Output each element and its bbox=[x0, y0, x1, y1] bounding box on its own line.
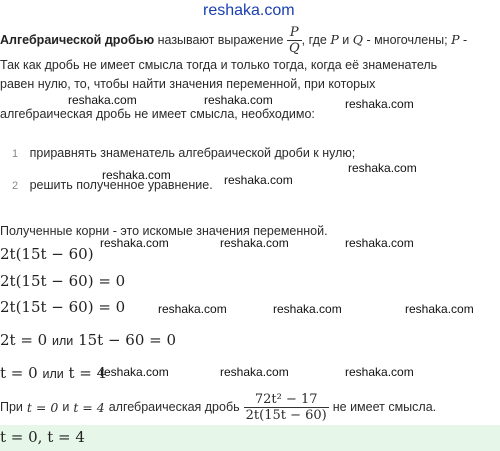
definition-line-2: Так как дробь не имеет смысла тогда и только тогда, когда её знаменатель bbox=[0, 58, 438, 72]
fraction-numerator: 72t² − 17 bbox=[244, 392, 329, 408]
watermark: reshaka.com bbox=[348, 161, 417, 175]
step-number: 2 bbox=[12, 180, 19, 192]
term: Алгебраической дробью bbox=[0, 32, 155, 47]
definition-text: , где bbox=[301, 32, 327, 47]
and-word: и bbox=[62, 400, 70, 414]
equation-3: 2t(15t − 60) = 0 bbox=[0, 298, 126, 316]
value-t4: t = 4 bbox=[73, 399, 105, 415]
watermark-top: reshaka.com bbox=[203, 2, 295, 19]
conclusion-text: При bbox=[0, 400, 23, 414]
equation-5 bbox=[0, 364, 106, 382]
fraction-pq bbox=[287, 25, 302, 56]
watermark: reshaka.com bbox=[405, 302, 474, 316]
fraction-denominator: 2t(15t − 60) bbox=[245, 407, 327, 423]
and-word: и bbox=[342, 32, 350, 47]
equation-part: t = 4 bbox=[68, 364, 107, 382]
fraction-numerator: P bbox=[287, 25, 302, 41]
fraction-denominator: Q bbox=[288, 41, 300, 56]
watermark: reshaka.com bbox=[220, 365, 289, 379]
equation-part: 15t − 60 = 0 bbox=[78, 331, 177, 349]
definition-line-3: равен нулю, то, чтобы найти значения переменной, при которых bbox=[0, 77, 376, 91]
value-t0: t = 0 bbox=[26, 399, 59, 415]
definition-text: называют выражение bbox=[157, 32, 284, 47]
watermark: reshaka.com bbox=[204, 93, 273, 107]
watermark: reshaka.com bbox=[345, 365, 414, 379]
step-item bbox=[12, 178, 213, 192]
fraction-expression bbox=[244, 392, 329, 423]
watermark: reshaka.com bbox=[220, 236, 289, 250]
watermark: reshaka.com bbox=[102, 168, 171, 182]
step-text: решить полученное уравнение. bbox=[29, 178, 213, 192]
equation-part: 2t = 0 bbox=[0, 331, 48, 349]
equation-2: 2t(15t − 60) = 0 bbox=[0, 272, 126, 290]
step-text: приравнять знаменатель алгебраической дроби к нулю; bbox=[29, 146, 356, 160]
answer: t = 0, t = 4 bbox=[0, 428, 85, 446]
watermark: reshaka.com bbox=[273, 302, 342, 316]
equation-1: 2t(15t − 60) bbox=[0, 245, 94, 263]
watermark: reshaka.com bbox=[100, 236, 169, 250]
definition-text: - многочлены; bbox=[366, 32, 448, 47]
watermark: reshaka.com bbox=[345, 236, 414, 250]
equation-part: t = 0 bbox=[0, 364, 38, 382]
watermark: reshaka.com bbox=[68, 93, 137, 107]
watermark: reshaka.com bbox=[224, 173, 293, 187]
definition-text: - bbox=[463, 32, 468, 47]
var-p: P bbox=[451, 31, 460, 47]
conclusion-text: алгебраическая дробь bbox=[108, 400, 240, 414]
watermark: reshaka.com bbox=[345, 97, 414, 111]
definition-line-4: алгебраическая дробь не имеет смысла, необходимо: bbox=[0, 107, 315, 121]
step-item bbox=[12, 146, 355, 160]
watermark: reshaka.com bbox=[158, 302, 227, 316]
or-word: или bbox=[42, 367, 64, 381]
definition-line-1 bbox=[0, 25, 467, 56]
var-p: P bbox=[330, 31, 339, 47]
step-number: 1 bbox=[12, 148, 19, 160]
conclusion-text: не имеет смысла. bbox=[332, 400, 437, 414]
equation-4 bbox=[0, 331, 176, 349]
roots-text: Полученные корни - это искомые значения переменной. bbox=[0, 224, 328, 238]
or-word: или bbox=[52, 334, 74, 348]
conclusion-line bbox=[0, 388, 436, 426]
watermark: reshaka.com bbox=[100, 365, 169, 379]
var-q: Q bbox=[352, 31, 363, 47]
